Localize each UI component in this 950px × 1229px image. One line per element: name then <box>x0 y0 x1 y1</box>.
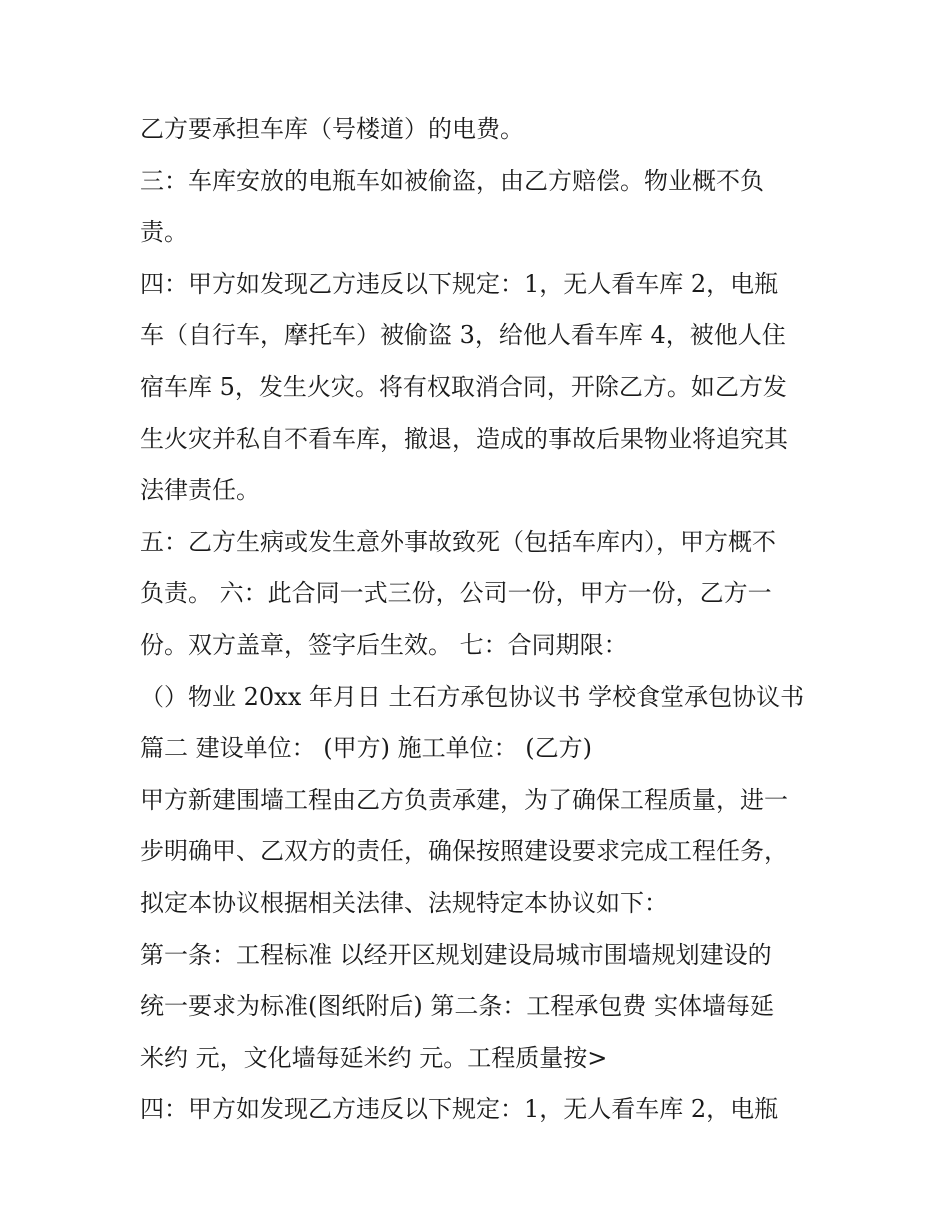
text-line: 生火灾并私自不看车库，撤退，造成的事故后果物业将追究其 <box>140 424 788 453</box>
document-body <box>140 104 820 1136</box>
text-line: 责。 <box>140 218 188 247</box>
text-line: 宿车库 5，发生火灾。将有权取消合同，开除乙方。如乙方发 <box>140 372 787 401</box>
text-line: 法律责任。 <box>140 476 260 505</box>
text-line: 车（自行车，摩托车）被偷盗 3，给他人看车库 4，被他人住 <box>140 321 786 350</box>
text-line: （）物业 20xx 年月日 土石方承包协议书 学校食堂承包协议书 <box>140 682 805 711</box>
text-line: 统一要求为标准(图纸附后) 第二条：工程承包费 实体墙每延 <box>140 992 774 1021</box>
text-line: 甲方新建围墙工程由乙方负责承建，为了确保工程质量，进一 <box>140 785 788 814</box>
text-line: 四：甲方如发现乙方违反以下规定：1，无人看车库 2，电瓶 <box>140 1095 779 1124</box>
text-line: 负责。 六：此合同一式三份，公司一份，甲方一份，乙方一 <box>140 579 772 608</box>
text-line: 四：甲方如发现乙方违反以下规定：1，无人看车库 2，电瓶 <box>140 269 779 298</box>
text-line: 第一条：工程标准 以经开区规划建设局城市围墙规划建设的 <box>140 940 772 969</box>
text-line: 篇二 建设单位： (甲方) 施工单位： (乙方) <box>140 734 592 763</box>
text-line: 五：乙方生病或发生意外事故致死（包括车库内），甲方概不 <box>140 527 776 556</box>
text-line: 三：车库安放的电瓶车如被偷盗，由乙方赔偿。物业概不负 <box>140 166 764 195</box>
text-line: 拟定本协议根据相关法律、法规特定本协议如下： <box>140 888 668 917</box>
text-line: 步明确甲、乙双方的责任，确保按照建设要求完成工程任务， <box>140 837 788 866</box>
text-line: 米约 元，文化墙每延米约 元。工程质量按> <box>140 1043 608 1072</box>
text-line: 乙方要承担车库（号楼道）的电费。 <box>140 115 524 143</box>
text-line: 份。双方盖章，签字后生效。 七：合同期限： <box>140 630 628 659</box>
